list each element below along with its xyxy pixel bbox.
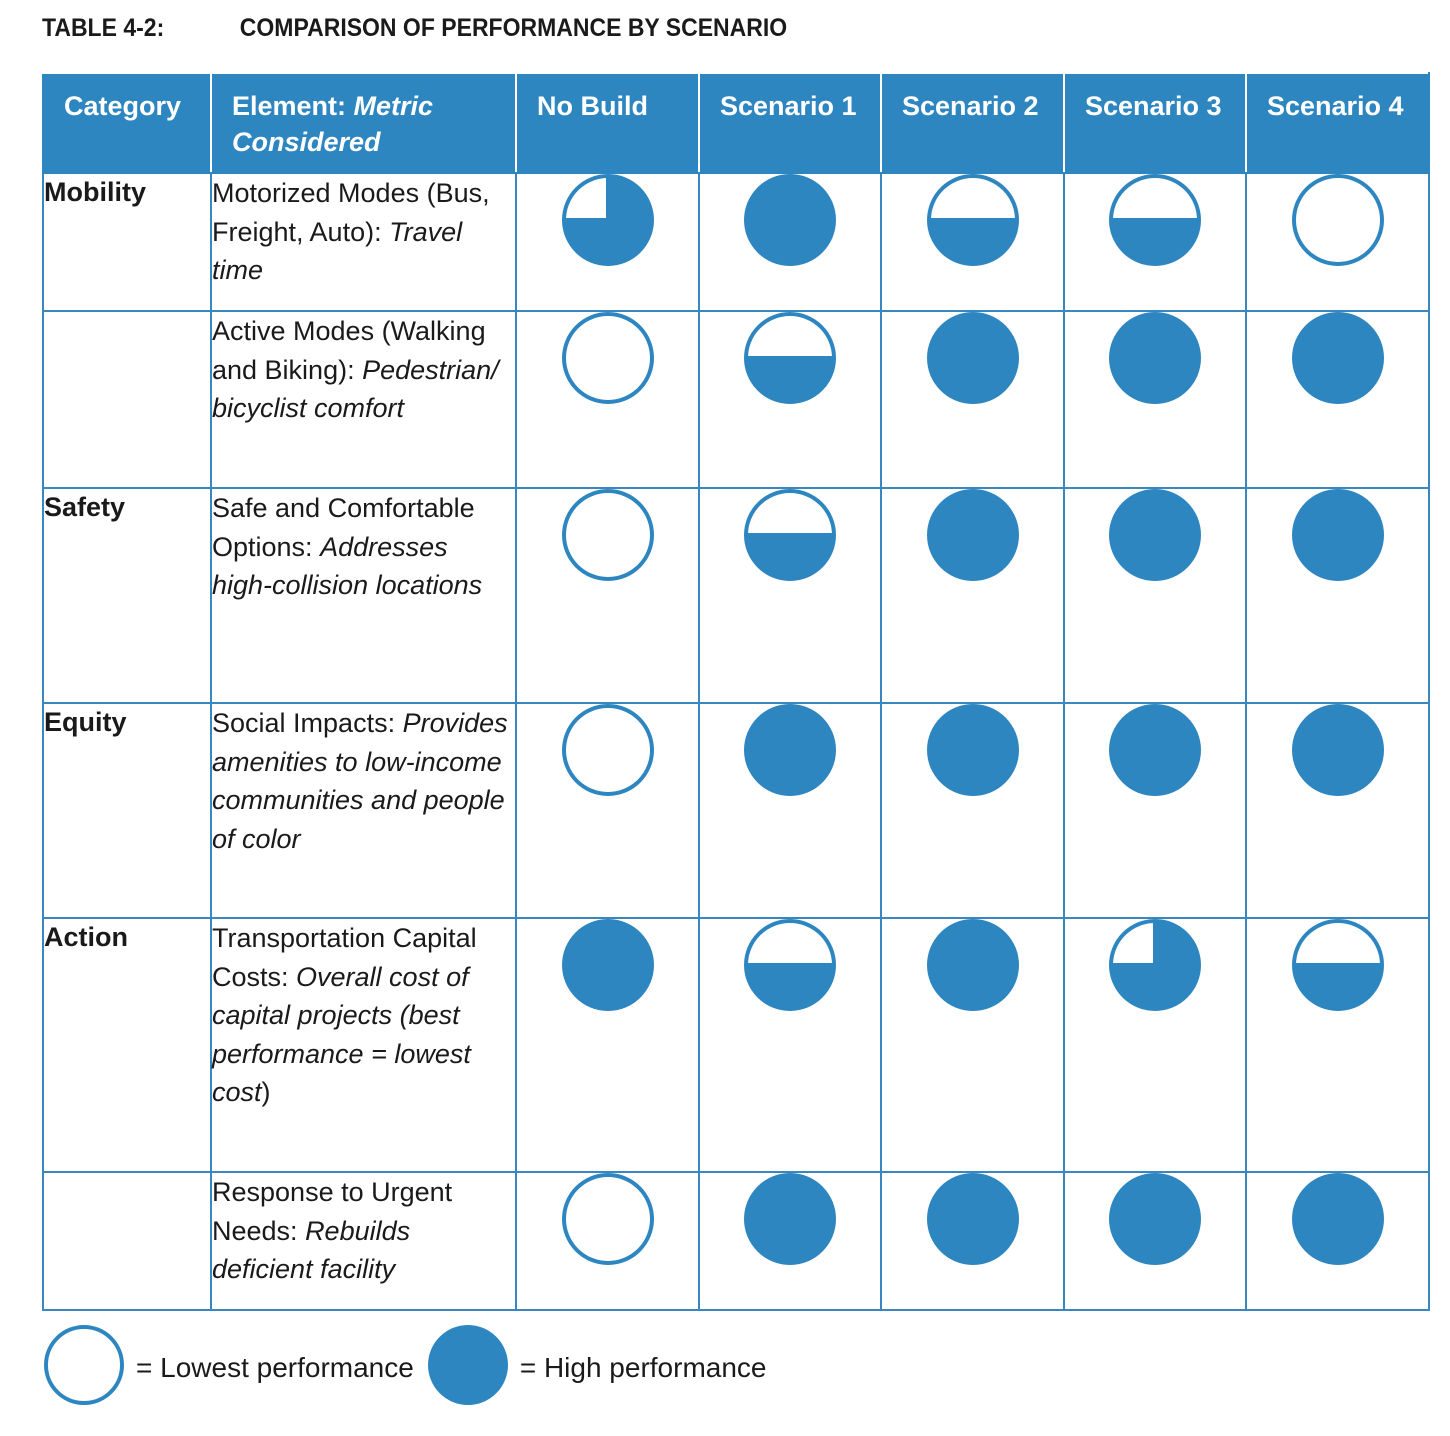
element-cell: [211, 1172, 516, 1310]
rating-cell-scenario-2: [881, 918, 1064, 1172]
category-cell: [43, 1172, 211, 1310]
half-circle-icon: [744, 312, 836, 404]
table-caption: [42, 8, 787, 48]
metric-text: Travel time: [212, 216, 463, 285]
table-title: COMPARISON OF PERFORMANCE BY SCENARIO: [239, 13, 788, 42]
lowest-performance-icon: [44, 1325, 124, 1412]
legend: [44, 1326, 781, 1410]
rating-cell-scenario-4: [1246, 488, 1429, 703]
lowest-performance-icon-shape: [44, 1325, 124, 1405]
category-cell: Safety: [43, 488, 211, 703]
category-cell: Mobility: [43, 173, 211, 311]
element-cell: [211, 311, 516, 488]
legend-low-label: = Lowest performance: [136, 1352, 414, 1383]
full-circle-icon: [1292, 489, 1384, 581]
rating-cell-scenario-4: [1246, 173, 1429, 311]
header-element-prefix: Element:: [232, 91, 354, 121]
rating-cell-no-build: [516, 703, 699, 918]
category-cell: [43, 311, 211, 488]
rating-cell-scenario-1: [699, 1172, 881, 1310]
full-circle-icon: [1109, 704, 1201, 796]
metric-text: Pedestrian/ bicyclist comfort: [212, 354, 499, 423]
rating-cell-scenario-4: [1246, 703, 1429, 918]
rating-cell-no-build: [516, 1172, 699, 1310]
full-circle-icon: [744, 1173, 836, 1265]
table-row: [43, 311, 1429, 488]
header-no-build: No Build: [516, 73, 699, 173]
rating-cell-scenario-2: [881, 488, 1064, 703]
element-cell: [211, 173, 516, 311]
table-row: [43, 703, 1429, 918]
empty-circle-icon: [1292, 174, 1384, 266]
table-number: TABLE 4-2:: [42, 13, 165, 42]
element-cell: [211, 488, 516, 703]
rating-cell-scenario-4: [1246, 311, 1429, 488]
metric-text: Provides amenities to low-income communities and people of color: [212, 708, 508, 854]
half-circle-icon: [744, 489, 836, 581]
rating-cell-no-build: [516, 173, 699, 311]
header-category: Category: [43, 73, 211, 173]
rating-cell-scenario-1: [699, 918, 881, 1172]
rating-cell-scenario-1: [699, 488, 881, 703]
empty-circle-icon: [562, 1173, 654, 1265]
full-circle-icon: [1109, 489, 1201, 581]
full-circle-icon: [562, 919, 654, 1011]
rating-cell-no-build: [516, 488, 699, 703]
empty-circle-icon: [562, 489, 654, 581]
full-circle-icon: [1292, 704, 1384, 796]
full-circle-icon: [744, 704, 836, 796]
full-circle-icon: [1292, 312, 1384, 404]
header-row: [43, 73, 1429, 173]
rating-cell-scenario-3: [1064, 918, 1246, 1172]
element-cell: [211, 703, 516, 918]
full-circle-icon: [927, 489, 1019, 581]
full-circle-icon: [744, 174, 836, 266]
metric-text: Addresses high-collision locations: [212, 531, 483, 600]
full-circle-icon: [1109, 1173, 1201, 1265]
rating-cell-scenario-2: [881, 703, 1064, 918]
rating-cell-scenario-3: [1064, 173, 1246, 311]
element-cell: [211, 918, 516, 1172]
high-performance-icon-shape: [428, 1325, 508, 1405]
performance-table: [42, 72, 1430, 1311]
rating-cell-scenario-3: [1064, 703, 1246, 918]
header-scenario-3: Scenario 3: [1064, 73, 1246, 173]
table-row: [43, 488, 1429, 703]
empty-circle-icon: [562, 704, 654, 796]
rating-cell-scenario-1: [699, 173, 881, 311]
rating-cell-scenario-1: [699, 703, 881, 918]
rating-cell-scenario-2: [881, 173, 1064, 311]
full-circle-icon: [927, 1173, 1019, 1265]
rating-cell-scenario-3: [1064, 1172, 1246, 1310]
rating-cell-no-build: [516, 918, 699, 1172]
full-circle-icon: [1109, 312, 1201, 404]
half-circle-icon: [927, 174, 1019, 266]
header-element: [211, 73, 516, 173]
category-cell: Action: [43, 918, 211, 1172]
full-circle-icon: [927, 704, 1019, 796]
element-text: Social Impacts:: [212, 708, 403, 738]
header-scenario-4: Scenario 4: [1246, 73, 1429, 173]
legend-high-label: = High performance: [519, 1352, 767, 1383]
rating-cell-no-build: [516, 311, 699, 488]
rating-cell-scenario-3: [1064, 311, 1246, 488]
element-text: Active Modes (Walking and Biking):: [212, 316, 486, 385]
half-circle-icon: [1292, 919, 1384, 1011]
rating-cell-scenario-4: [1246, 1172, 1429, 1310]
metric-suffix: ): [261, 1077, 271, 1107]
full-circle-icon: [1292, 1173, 1384, 1265]
half-circle-icon: [744, 919, 836, 1011]
half-circle-icon: [1109, 174, 1201, 266]
element-text: Response to Urgent Needs:: [212, 1177, 453, 1246]
element-text: Safe and Comfortable Options:: [212, 493, 475, 562]
table-row: [43, 1172, 1429, 1310]
rating-cell-scenario-2: [881, 1172, 1064, 1310]
three-quarter-circle-icon: [562, 174, 654, 266]
full-circle-icon: [927, 312, 1019, 404]
table-row: [43, 173, 1429, 311]
empty-circle-icon: [562, 312, 654, 404]
metric-text: Overall cost of capital projects (best performance = lowest cost: [212, 961, 471, 1107]
three-quarter-circle-icon: [1109, 919, 1201, 1011]
category-cell: Equity: [43, 703, 211, 918]
table-row: [43, 918, 1429, 1172]
header-scenario-1: Scenario 1: [699, 73, 881, 173]
element-text: Transportation Capital Costs:: [212, 923, 477, 992]
rating-cell-scenario-2: [881, 311, 1064, 488]
rating-cell-scenario-1: [699, 311, 881, 488]
element-text: Motorized Modes (Bus, Freight, Auto):: [212, 178, 490, 247]
full-circle-icon: [927, 919, 1019, 1011]
high-performance-icon: [428, 1325, 508, 1412]
header-element-metric: Metric Considered: [232, 91, 434, 157]
header-scenario-2: Scenario 2: [881, 73, 1064, 173]
rating-cell-scenario-3: [1064, 488, 1246, 703]
rating-cell-scenario-4: [1246, 918, 1429, 1172]
metric-text: Rebuilds deficient facility: [212, 1215, 411, 1284]
